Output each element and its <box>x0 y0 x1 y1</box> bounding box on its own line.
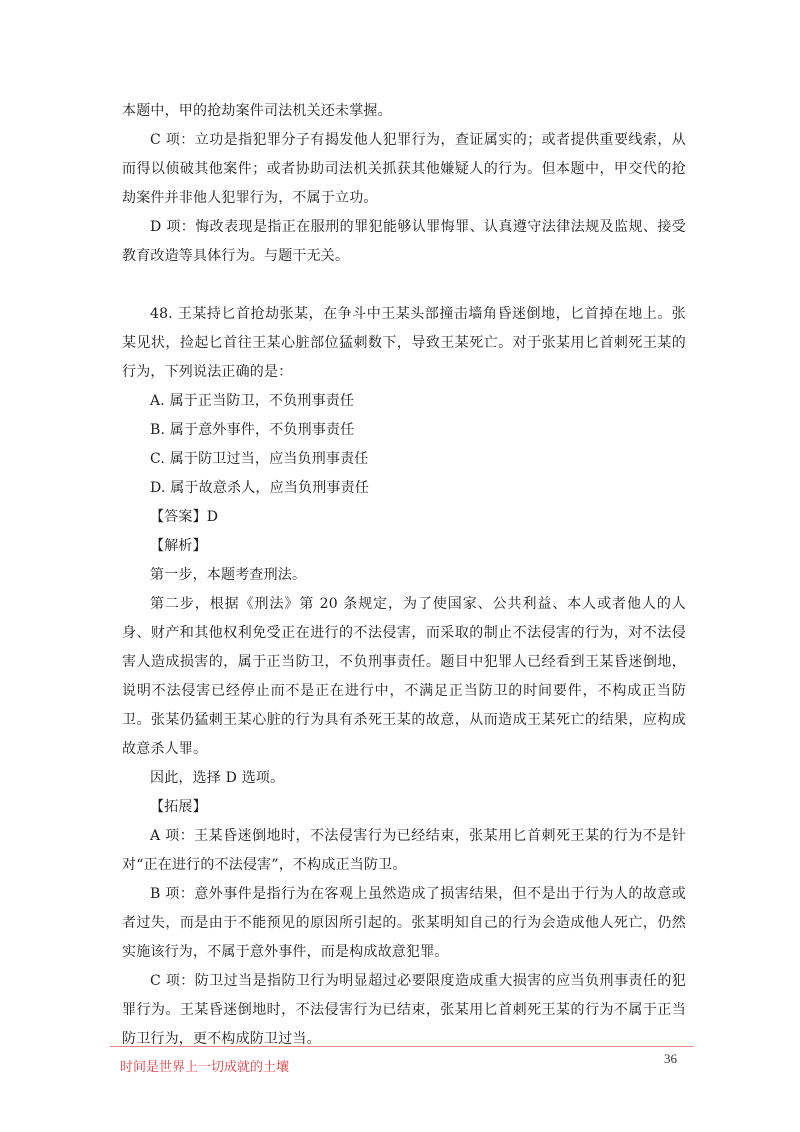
paragraph: D 项：悔改表现是指正在服刑的罪犯能够认罪悔罪、认真遵守法律法规及监规、接受教育改造等具体行为。与题干无关。 <box>122 219 686 264</box>
analysis-heading: 【解析】 <box>150 538 207 554</box>
answer-heading: 【答案】D <box>150 509 219 525</box>
question-stem: 48. 王某持匕首抢劫张某，在争斗中王某头部撞击墙角昏迷倒地，匕首掉在地上。张某见状，捡起匕首往王某心脏部位猛刺数下，导致王某死亡。对于张某用匕首刺死王某的行为，下列说法正确的是： <box>122 306 686 380</box>
extension-heading: 【拓展】 <box>150 799 207 815</box>
option-b: B. 属于意外事件，不负刑事责任 <box>150 422 355 438</box>
paragraph: A 项：王某昏迷倒地时，不法侵害行为已经结束，张某用匕首刺死王某的行为不是针对“正在进行的不法侵害”，不构成正当防卫。 <box>122 828 686 873</box>
page-number: 36 <box>664 1051 677 1066</box>
paragraph: 因此，选择 D 选项。 <box>150 770 285 786</box>
paragraph-gap <box>122 271 686 300</box>
paragraph: C 项：立功是指犯罪分子有揭发他人犯罪行为，查证属实的；或者提供重要线索，从而得以侦破其他案件；或者协助司法机关抓获其他嫌疑人的行为。但本题中，甲交代的抢劫案件并非他人犯罪行为，不属于立功。 <box>122 132 686 206</box>
paragraph: 第一步，本题考查刑法。 <box>150 567 307 583</box>
paragraph: 本题中，甲的抢劫案件司法机关还未掌握。 <box>122 103 392 119</box>
document-body <box>122 97 686 1054</box>
option-c: C. 属于防卫过当，应当负刑事责任 <box>150 451 369 467</box>
footer-slogan: 时间是世界上一切成就的土壤 <box>120 1060 290 1075</box>
paragraph: 第二步，根据《刑法》第 20 条规定，为了使国家、公共利益、本人或者他人的人身、财产和其他权利免受正在进行的不法侵害，而采取的制止不法侵害的行为，对不法侵害人造成损害的，属于正当防卫，不负刑事责任。题目中犯罪人已经看到王某昏迷倒地，说明不法侵害已经停止而不是正在进行中，不满足正当防卫的时间要件，不构成正当防卫。张某仍猛刺王某心脏的行为具有杀死王某的故意，从而造成王某死亡的结果，应构成故意杀人罪。 <box>122 596 686 757</box>
paragraph: B 项：意外事件是指行为在客观上虽然造成了损害结果，但不是出于行为人的故意或者过失，而是由于不能预见的原因所引起的。张某明知自己的行为会造成他人死亡，仍然实施该行为，不属于意外事件，而是构成故意犯罪。 <box>122 886 686 960</box>
option-d: D. 属于故意杀人，应当负刑事责任 <box>150 480 370 496</box>
paragraph: C 项：防卫过当是指防卫行为明显超过必要限度造成重大损害的应当负刑事责任的犯罪行为。王某昏迷倒地时，不法侵害行为已结束，张某用匕首刺死王某的行为不属于正当防卫行为，更不构成防卫过当。 <box>122 973 686 1047</box>
option-a: A. 属于正当防卫，不负刑事责任 <box>150 393 355 409</box>
footer-divider <box>110 1046 694 1047</box>
